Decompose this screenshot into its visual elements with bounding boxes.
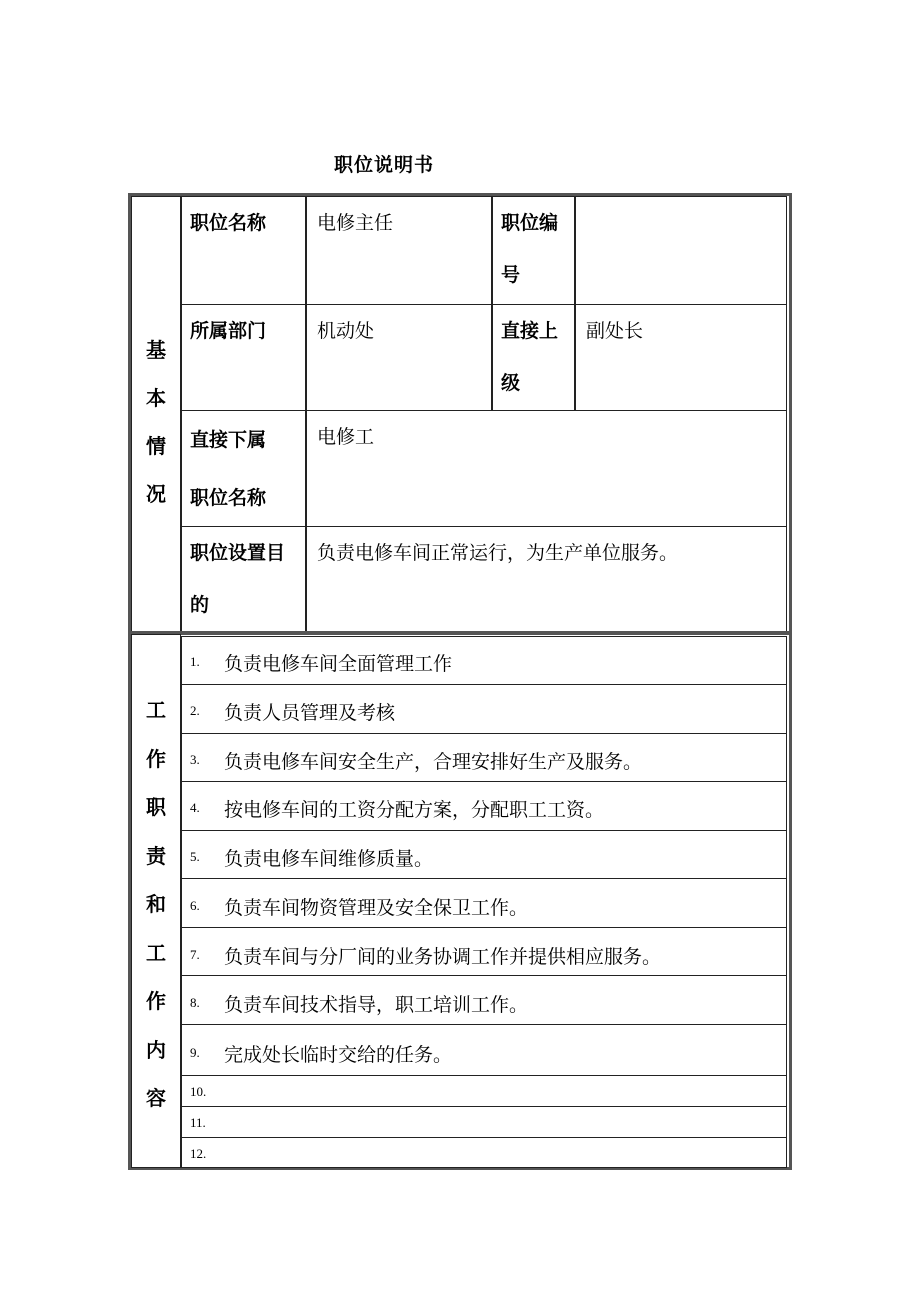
duty-row: 12. (181, 1137, 787, 1168)
document-title: 职位说明书 (334, 154, 435, 176)
position-name-label: 职位名称 (181, 196, 306, 305)
position-code-label: 职位编 号 (492, 196, 575, 305)
purpose-label: 职位设置目 的 (181, 526, 306, 633)
duty-row: 4. 按电修车间的工资分配方案，分配职工工资。 (181, 781, 787, 831)
department-value: 机动处 (306, 304, 492, 411)
duty-row: 10. (181, 1075, 787, 1107)
duty-row: 11. (181, 1106, 787, 1138)
duty-row: 7. 负责车间与分厂间的业务协调工作并提供相应服务。 (181, 927, 787, 976)
position-code-value (575, 196, 787, 305)
department-label: 所属部门 (181, 304, 306, 411)
purpose-value: 负责电修车间正常运行，为生产单位服务。 (306, 526, 787, 633)
basic-info-section-label: 基 本 情 况 (146, 338, 166, 506)
duties-section-label: 工 作 职 责 和 工 作 内 容 (146, 698, 166, 1110)
superior-label: 直接上 级 (492, 304, 575, 411)
duty-row: 6. 负责车间物资管理及安全保卫工作。 (181, 878, 787, 928)
subordinate-value: 电修工 (306, 410, 787, 527)
duty-row: 3. 负责电修车间安全生产，合理安排好生产及服务。 (181, 733, 787, 782)
duty-row: 9. 完成处长临时交给的任务。 (181, 1024, 787, 1076)
position-name-value: 电修主任 (306, 196, 492, 305)
duty-row: 5. 负责电修车间维修质量。 (181, 830, 787, 879)
duty-row: 2. 负责人员管理及考核 (181, 684, 787, 734)
duty-row: 8. 负责车间技术指导，职工培训工作。 (181, 975, 787, 1025)
duty-row: 1. 负责电修车间全面管理工作 (181, 636, 787, 685)
superior-value: 副处长 (575, 304, 787, 411)
subordinate-label: 直接下属 职位名称 (181, 410, 306, 527)
